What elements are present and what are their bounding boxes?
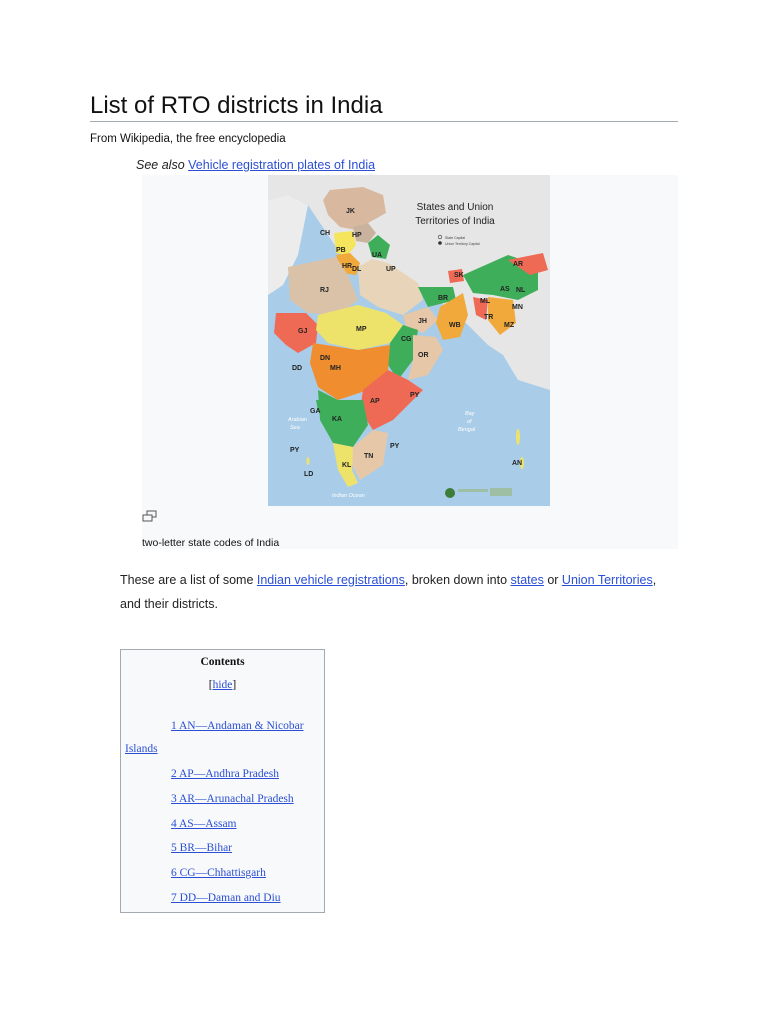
state-code-label: OR [418,352,429,359]
sea-bay-3: Bengal [458,427,476,433]
state-code-label: PY [410,392,420,399]
state-code-label: CG [401,336,412,343]
state-code-label: BR [438,295,449,302]
state-code-label: AR [513,261,524,268]
toc-title: Contents [200,656,245,668]
hatnote-link[interactable]: Vehicle registration plates of India [188,158,376,172]
page-title: List of RTO districts in India [90,92,383,119]
state-code-label: AS [500,286,510,293]
state-code-label: PY [290,447,300,454]
state-code-label: HR [342,263,353,270]
state-code-label: KA [332,416,343,423]
hatnote [136,158,375,172]
toc-item-dd[interactable]: 7 DD—Daman and Diu [171,892,281,904]
state-code-label: UA [372,252,383,259]
map-thumbnail [142,175,678,549]
state-code-label: TR [484,314,494,321]
intro-link-vehicle-registrations[interactable]: Indian vehicle registrations [256,573,405,587]
intro-text-3: or [543,573,562,587]
toc-hide-close: ] [232,679,237,691]
state-code-label: PY [390,443,400,450]
toc-item-br[interactable]: 5 BR—Bihar [171,842,233,854]
toc-hide-link[interactable]: hide [212,679,233,691]
table-of-contents [120,649,325,913]
sea-arabian-1: Arabian [288,417,307,423]
intro-text-5: and their districts. [120,597,218,611]
state-code-label: MZ [504,322,515,329]
toc-item-as[interactable]: 4 AS—Assam [171,818,237,830]
hatnote-prefix: See also [136,158,185,172]
state-code-label: TN [364,453,374,460]
toc-item-an-continued[interactable]: Islands [125,743,158,755]
sea-bay-2: of [467,419,472,425]
intro-text-4: , [652,573,657,587]
state-code-label: AN [512,460,523,467]
sea-bay-1: Bay [465,411,475,417]
title-divider [90,121,678,122]
state-code-label: AP [370,398,380,405]
intro-text-1: These are a list of some [120,573,257,587]
toc-hide-toggle [121,679,324,691]
intro-link-union-territories[interactable]: Union Territories [561,573,653,587]
state-code-label: KL [342,462,352,469]
state-code-label: RJ [320,287,329,294]
sea-indian: Indian Ocean [332,493,365,499]
enlarge-icon[interactable] [142,510,158,522]
toc-item-an[interactable]: 1 AN—Andaman & Nicobar [171,720,304,732]
state-code-label: JK [346,208,355,215]
sea-arabian-2: Sea [290,425,300,431]
state-code-label: WB [449,322,461,329]
state-code-label: LD [304,471,314,478]
state-code-label: JH [418,318,427,325]
legend-state-capital: State Capital [445,236,466,240]
toc-item-ar[interactable]: 3 AR—Arunachal Pradesh [171,793,294,805]
legend-ut-capital: Union Territory Capital [445,242,480,246]
intro-link-states[interactable]: states [510,573,544,587]
state-code-label: MP [356,326,367,333]
state-code-label: GA [310,408,321,415]
intro-text-2: , broken down into [404,573,511,587]
state-code-label: ML [480,298,491,305]
state-code-label: MH [330,365,341,372]
state-code-label: DD [292,365,303,372]
toc-item-ap[interactable]: 2 AP—Andhra Pradesh [171,768,279,780]
intro-paragraph [120,568,690,616]
state-code-label: CH [320,230,331,237]
state-code-label: DN [320,355,331,362]
map-caption: two-letter state codes of India [142,537,280,549]
state-code-label: HP [352,232,362,239]
state-code-label: GJ [298,328,308,335]
state-code-label: UP [386,266,396,273]
toc-item-cg[interactable]: 6 CG—Chhattisgarh [171,867,266,879]
tagline: From Wikipedia, the free encyclopedia [90,133,286,145]
state-code-label: PB [336,247,346,254]
state-code-label: DL [352,266,362,273]
state-code-label: NL [516,287,526,294]
map-title-line1: States and Union [416,202,494,213]
india-states-map[interactable] [268,175,550,506]
state-code-label: MN [512,304,523,311]
state-code-label: SK [454,272,464,279]
toc-hide-open: [ [208,679,213,691]
map-title-line2: Territories of India [415,216,495,227]
